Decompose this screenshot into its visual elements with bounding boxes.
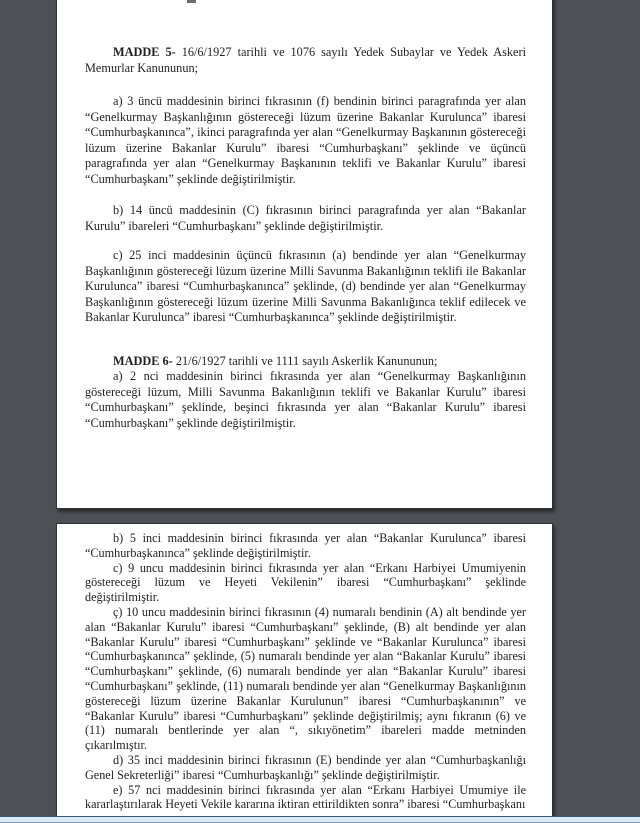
article-5-intro: 16/6/1927 tarihli ve 1076 sayılı Yedek Subaylar ve Yedek Askeri Memurlar Kanununun;: [85, 45, 526, 75]
article-6-item-b: b) 5 inci maddesinin birinci fıkrasında yer alan “Bakanlar Kurulunca” ibaresi “Cumhurbaşkanınca” şeklinde değiştirilmiştir.: [85, 531, 526, 560]
article-5-item-b: b) 14 üncü maddesinin (C) fıkrasının birinci paragrafında yer alan “Bakanlar Kurulu” ibareleri “Cumhurbaşkanı” şeklinde değiştirilmiştir.: [85, 203, 526, 233]
article-5-item-c: c) 25 inci maddesinin üçüncü fıkrasının (a) bendinde yer alan “Genelkurmay Başkanlığının göstereceği lüzum üzerine Milli Savunma Bakanlığının teklifi ile Bakanlar Kurulunca” ibaresi “Cumhurbaşkanınca” şeklinde, (d) bendinde yer alan “Genelkurmay Başkanlığının göstereceği lüzum üzerine Milli Savunma Bakanlığınca teklif edilecek ve Bakanlar Kurulunca” ibaresi “Cumhurbaşkanınca” şeklinde değiştirilmiştir.: [85, 248, 526, 324]
article-6-item-c: c) 9 uncu maddesinin birinci fıkrasında yer alan “Erkanı Harbiyei Umumiyenin göstereceği lüzum ve Heyeti Vekilenin” ibaresi “Cumhurbaşkanı” şeklinde değiştirilmiştir.: [85, 560, 526, 605]
window-bottom-edge: [0, 816, 640, 823]
document-page-1: [56, 0, 553, 509]
document-page-2: [56, 523, 553, 823]
article-6-item-a: a) 2 nci maddesinin birinci fıkrasında yer alan “Genelkurmay Başkanlığının göstereceği lüzum, Milli Savunma Bakanlığının teklifi ve Bakanlar Kurulu” ibaresi “Cumhurbaşkanı” şeklinde, beşinci fıkrasında yer alan “Bakanlar Kurulu” ibaresi “Cumhurbaşkanı” şeklinde değiştirilmiştir.: [85, 369, 526, 430]
cut-off-text-fragment: [187, 0, 196, 3]
article-6-item-c-cedilla: ç) 10 uncu maddesinin birinci fıkrasının (4) numaralı bendinin (A) alt bendinde yer alan “Bakanlar Kurulu” ibaresi “Cumhurbaşkanı” şeklinde, (B) alt bendinde yer alan “Bakanlar Kurulu” ibaresi “Cumhurbaşkanı” şeklinde ve “Bakanlar Kurulunca” ibaresi “Cumhurbaşkanınca” şeklinde, (5) numaralı bendinde yer alan “Bakanlar Kurulu” ibaresi “Cumhurbaşkanı” şeklinde, (6) numaralı bendinde yer alan “Bakanlar Kurulu” ibaresi “Cumhurbaşkanı” şeklinde, (11) numaralı bendinde yer alan “Genelkurmay Başkanlığının göstereceği lüzum üzerine Bakanlar Kurulunun” ibaresi “Cumhurbaşkanının” ve “Bakanlar Kurulu” ibaresi “Cumhurbaşkanı” şeklinde değiştirilmiş; aynı fıkranın (6) ve (11) numaralı bentlerinde yer alan “, sıkıyönetim” ibareleri madde metninden çıkarılmıştır.: [85, 604, 526, 753]
article-6-item-e: e) 57 nci maddesinin birinci fıkrasında yer alan “Erkanı Harbiyei Umumiye ile kararlaştırılarak Heyeti Vekile kararına iktiran ettirildikten sonra” ibaresi “Cumhurbaşkanı: [85, 782, 526, 812]
article-5-heading: [85, 45, 526, 76]
article-6-item-d: d) 35 inci maddesinin birinci fıkrasının (E) bendinde yer alan “Cumhurbaşkanlığı Genel Sekreterliği” ibaresi “Cumhurbaşkanlığı” şeklinde değiştirilmiştir.: [85, 752, 526, 782]
article-6-label: MADDE 6-: [113, 353, 173, 368]
article-5-item-a: a) 3 üncü maddesinin birinci fıkrasının (f) bendinin birinci paragrafında yer alan “Genelkurmay Başkanlığının göstereceği lüzum üzerine Bakanlar Kurulunca” ibaresi “Cumhurbaşkanınca”, ikinci paragrafında yer alan “Genelkurmay Başkanının göstereceği lüzum üzerine Bakanlar Kurulu” ibaresi “Cumhurbaşkanı” şeklinde ve üçüncü paragrafında yer alan “Genelkurmay Başkanının teklifi ve Bakanlar Kurulu” ibaresi “Cumhurbaşkanı” şeklinde değiştirilmiştir.: [85, 94, 526, 186]
article-6-heading: [85, 354, 526, 370]
article-5-label: MADDE 5-: [113, 45, 176, 59]
article-6-intro: 21/6/1927 tarihli ve 1111 sayılı Askerlik Kanununun;: [172, 353, 438, 368]
